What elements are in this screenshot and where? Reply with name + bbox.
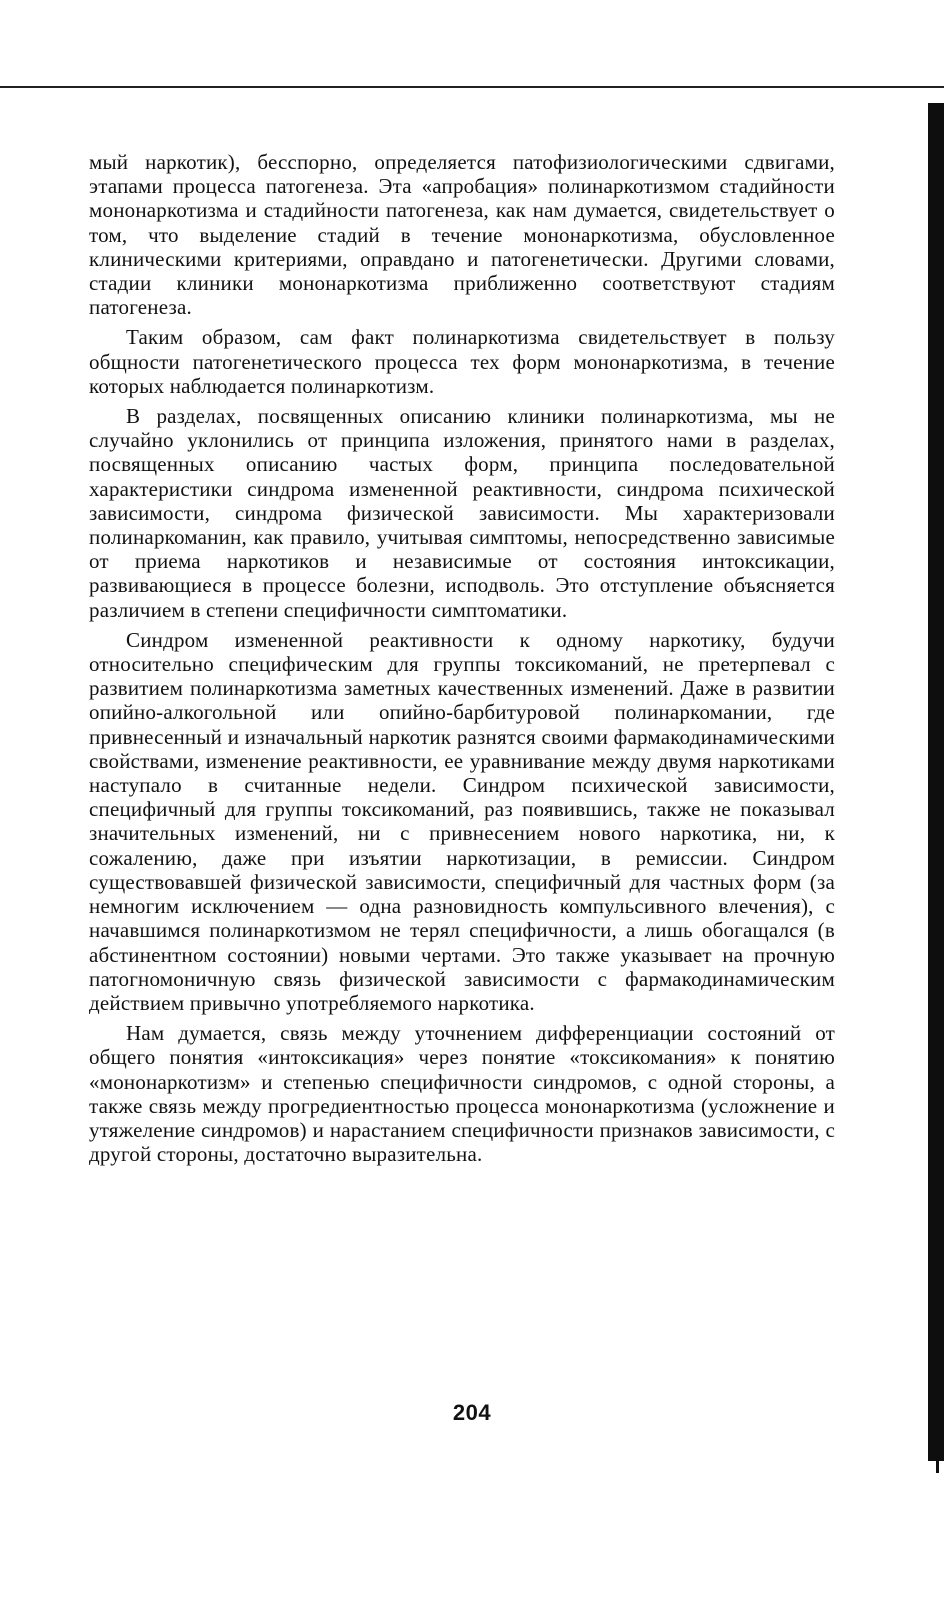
paragraph-2: Таким образом, сам факт полинаркотизма свидетельствует в пользу общности патогенетического процесса тех форм мононаркотизма, в течение которых наблюдается полинаркотизм.	[89, 325, 835, 398]
page-body-text	[89, 150, 835, 1172]
paragraph-5: Нам думается, связь между уточнением дифференциации состояний от общего понятия «интоксикация» через понятие «токсикомания» к понятию «мононаркотизм» и степенью специфичности синдромов, с одной стороны, а также связь между прогредиентностью процесса мононаркотизма (усложнение и утяжеление синдромов) и нарастанием специфичности признаков зависимости, с другой стороны, достаточно выразительна.	[89, 1021, 835, 1167]
page-number: 204	[452, 1400, 492, 1425]
paragraph-4: Синдром измененной реактивности к одному наркотику, будучи относительно специфическим для группы токсикоманий, не претерпевал с развитием полинаркотизма заметных качественных изменений. Даже в развитии опийно-алкогольной или опийно-барбитуровой полинаркомании, где привнесенный и изначальный наркотик разнятся своими фармакодинамическими свойствами, изменение реактивности, ее уравнивание между двумя наркотиками наступало в считанные недели. Синдром психической зависимости, специфичный для группы токсикоманий, раз появившись, также не показывал значительных изменений, ни с привнесением нового наркотика, ни, к сожалению, даже при изъятии наркотизации, в ремиссии. Синдром существовавшей физической зависимости, специфичный для частных форм (за немногим исключением — одна разновидность компульсивного влечения), с начавшимся полинаркотизмом не терял специфичности, а лишь обогащался (в абстинентном состоянии) новыми чертами. Это также указывает на прочную патогномоничную связь физической зависимости с фармакодинамическим действием привычно употребляемого наркотика.	[89, 627, 835, 1015]
page-edge-shadow-tail	[936, 1455, 939, 1473]
page-edge-shadow	[928, 103, 944, 1461]
paragraph-3: В разделах, посвященных описанию клиники полинаркотизма, мы не случайно уклонились от принципа изложения, принятого нами в разделах, посвященных описанию частых форм, принципа последовательной характеристики синдрома измененной реактивности, синдрома психической зависимости, синдрома физической зависимости. Мы характеризовали полинаркоманин, как правило, учитывая симптомы, непосредственно зависимые от приема наркотиков и независимые от состояния интоксикации, развивающиеся в процессе болезни, исподволь. Это отступление объясняется различием в степени специфичности симптоматики.	[89, 404, 835, 622]
paragraph-1: мый наркотик), бесспорно, определяется патофизиологическими сдвигами, этапами процесса патогенеза. Эта «апробация» полинаркотизмом стадийности мононаркотизма и стадийности патогенеза, как нам думается, свидетельствует о том, что выделение стадий в течение мононаркотизма, обусловленное клиническими критериями, оправдано и патогенетически. Другими словами, стадии клиники мононаркотизма приближенно соответствуют стадиям патогенеза.	[89, 150, 835, 320]
page-top-rule	[0, 86, 944, 88]
